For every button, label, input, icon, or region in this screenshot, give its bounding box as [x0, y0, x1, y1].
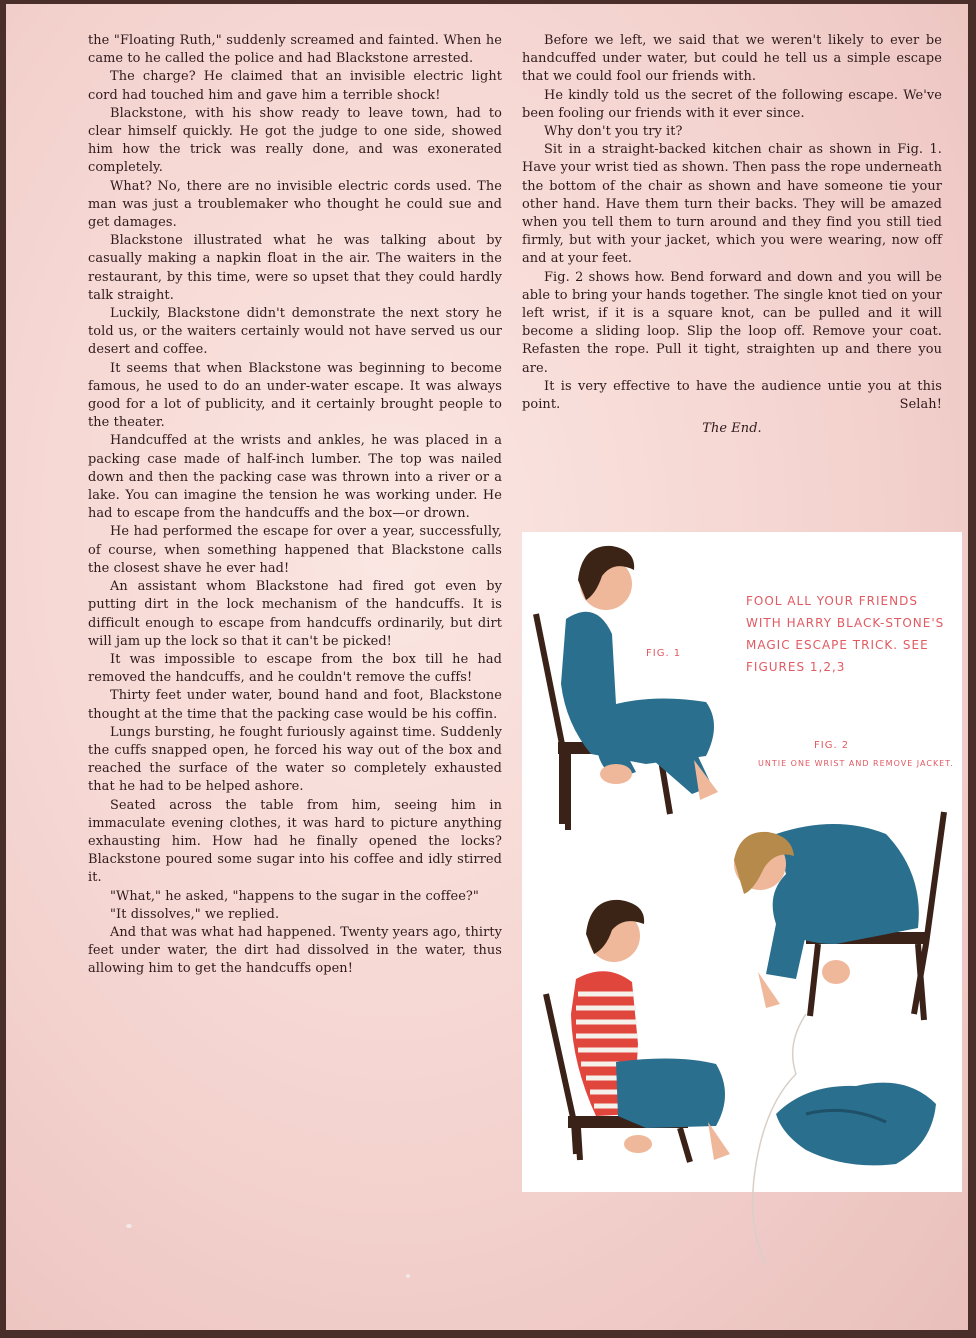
left-paragraph: the "Floating Ruth," suddenly screamed and fainted. When he came to he called the police and had Blackstone arrested.	[88, 33, 502, 67]
signoff: Selah!	[899, 397, 942, 413]
the-end-caption: The End.	[702, 421, 762, 437]
left-paragraph: Luckily, Blackstone didn't demonstrate the next story he told us, or the waiters certainly would not have served us our desert and coffee.	[88, 306, 502, 358]
fig1-label: FIG. 1	[646, 648, 682, 659]
fig1-boy-seated-figure	[536, 546, 718, 830]
left-paragraph: The charge? He claimed that an invisible electric light cord had touched him and gave him a terrible shock!	[88, 69, 502, 103]
right-paragraph: Sit in a straight-backed kitchen chair as shown in Fig. 1. Have your wrist tied as shown. Then pass the rope underneath the bottom of the chair as shown and have someone tie your other hand. Have them turn their backs. They will be amazed when you tell them to turn around and they find you still tied firmly, but with your jacket, which you were wearing, now off and at your feet.	[522, 142, 942, 267]
right-paragraph: He kindly told us the secret of the following escape. We've been fooling our friends with it ever since.	[522, 87, 942, 121]
left-paragraph: "It dissolves," we replied.	[110, 906, 280, 922]
left-paragraph: It seems that when Blackstone was beginning to become famous, he used to do an under-water escape. It was always good for a lot of publicity, and it certainly brought people to the theater.	[88, 360, 502, 431]
left-paragraph: Handcuffed at the wrists and ankles, he was placed in a packing case made of half-inch lumber. The top was nailed down and then the packing case was thrown into a river or a lake. You can imagine the tension he was working under. He had to escape from the handcuffs and the box—or drown.	[88, 433, 502, 522]
trick-headline: FOOL ALL YOUR FRIENDS WITH HARRY BLACK-STONE'S MAGIC ESCAPE TRICK. SEE FIGURES 1,2,3	[746, 594, 945, 674]
left-paragraph: Blackstone illustrated what he was talking about by casually making a napkin float in the air. The waiters in the restaurant, by this time, were so upset that they could hardly talk straight.	[88, 233, 502, 303]
paper-speck	[406, 1274, 410, 1278]
left-paragraph: Thirty feet under water, bound hand and foot, Blackstone thought at the time that the packing case would be his coffin.	[88, 688, 502, 722]
comic-page	[6, 4, 968, 1330]
right-paragraph: Before we left, we said that we weren't likely to ever be handcuffed under water, but could he tell us a simple escape that we could fool our friends with.	[522, 33, 942, 85]
fig2-boy-bending-figure	[734, 812, 944, 1020]
left-paragraph: What? No, there are no invisible electric cords used. The man was just a troublemaker who thought he could sue and get damages.	[88, 178, 502, 231]
left-paragraph: An assistant whom Blackstone had fired got even by putting dirt in the lock mechanism of the handcuffs. It is difficult enough to escape from handcuffs ordinarily, but dirt will jam up the lock so that it can't be picked!	[88, 579, 502, 649]
left-paragraph: It was impossible to escape from the box till he had removed the handcuffs, and he couldn't remove the cuffs!	[88, 651, 502, 686]
fig2-note: UNTIE ONE WRIST AND REMOVE JACKET.	[758, 759, 954, 768]
fig2-label: FIG. 2	[814, 740, 850, 751]
left-paragraph: He had performed the escape for over a year, successfully, of course, when something happened that Blackstone calls the closest shave he ever had!	[88, 524, 502, 576]
left-paragraph: "What," he asked, "happens to the sugar in the coffee?"	[110, 888, 479, 904]
left-paragraph: And that was what had happened. Twenty years ago, thirty feet under water, the dirt had dissolved in the water, thus allowing him to get the handcuffs open!	[88, 924, 502, 977]
paper-speck	[126, 1224, 132, 1228]
right-paragraph: Fig. 2 shows how. Bend forward and down and you will be able to bring your hands together. The single knot tied on your left wrist, if it is a square knot, can be pulled and it will become a sliding loop. Slip the loop off. Remove your coat. Refasten the rope. Pull it tight, straighten up and there you are.	[522, 269, 942, 376]
discarded-jacket	[776, 1083, 936, 1166]
fig3-boy-striped-sweater-figure	[546, 900, 730, 1162]
right-paragraph: Why don't you try it?	[544, 124, 683, 140]
left-paragraph: Blackstone, with his show ready to leave town, had to clear himself quickly. He got the judge to one side, showed him how the trick was really done, and was exonerated completely.	[88, 105, 502, 176]
left-paragraph: Lungs bursting, he fought furiously against time. Suddenly the cuffs snapped open, he forced his way out of the box and reached the surface of the water so completely exhausted that he had to be helped ashore.	[88, 724, 502, 795]
right-paragraph: It is very effective to have the audience untie you at this point.	[522, 378, 942, 413]
left-paragraph: Seated across the table from him, seeing him in immaculate evening clothes, it was hard to picture anything exhausting him. How had he finally opened the locks? Blackstone poured some sugar into his coffee and idly stirred it.	[88, 797, 502, 886]
